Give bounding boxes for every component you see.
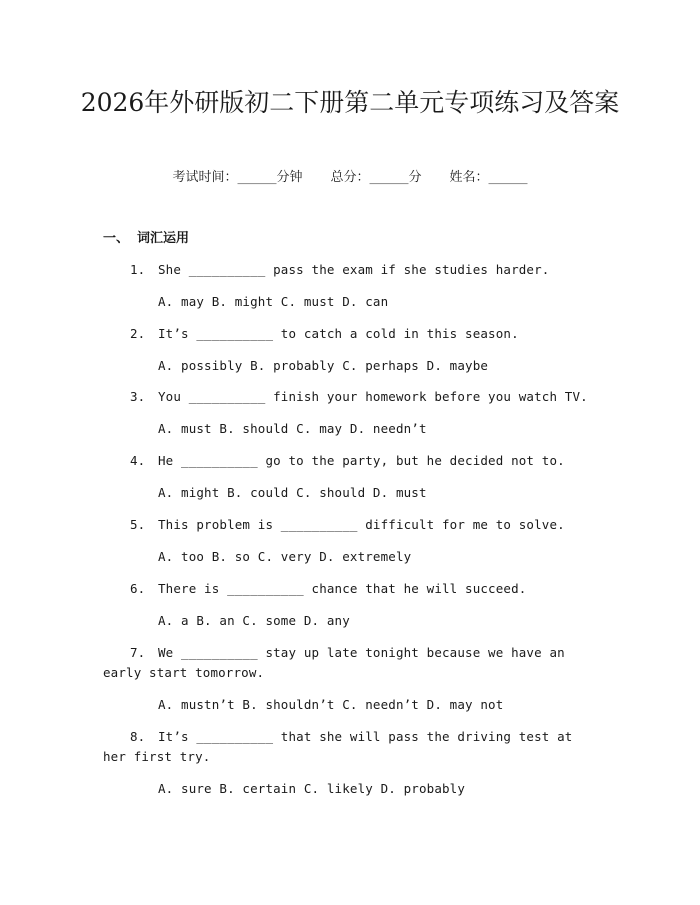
question-options: A. too B. so C. very D. extremely bbox=[158, 549, 412, 564]
question-number: 7. bbox=[130, 645, 146, 660]
question-options: A. must B. should C. may D. needn’t bbox=[158, 421, 427, 436]
question-number: 6. bbox=[130, 581, 146, 596]
question-item bbox=[103, 387, 603, 407]
question-options: A. a B. an C. some D. any bbox=[158, 613, 350, 628]
question-text: We __________ stay up late tonight because we have an early start tomorrow. bbox=[103, 645, 573, 680]
page-title: 2026年外研版初二下册第二单元专项练习及答案 bbox=[80, 88, 620, 117]
question-options: A. mustn’t B. shouldn’t C. needn’t D. may not bbox=[158, 697, 504, 712]
total-score-label: 总分：______分 bbox=[330, 170, 422, 185]
section-title: 词汇运用 bbox=[137, 231, 190, 246]
question-text: This problem is __________ difficult for me to solve. bbox=[158, 517, 565, 532]
question-item bbox=[103, 579, 603, 599]
question-options: A. may B. might C. must D. can bbox=[158, 294, 389, 309]
question-text: It’s __________ to catch a cold in this season. bbox=[158, 326, 519, 341]
question-text: She __________ pass the exam if she studies harder. bbox=[158, 262, 550, 277]
question-item bbox=[103, 324, 603, 344]
question-item bbox=[103, 643, 603, 683]
question-text: There is __________ chance that he will succeed. bbox=[158, 581, 527, 596]
exam-time-label: 考试时间：______分钟 bbox=[172, 170, 303, 185]
question-number: 8. bbox=[130, 729, 146, 744]
question-number: 1. bbox=[130, 262, 146, 277]
question-text: He __________ go to the party, but he decided not to. bbox=[158, 453, 565, 468]
question-number: 2. bbox=[130, 326, 146, 341]
exam-meta bbox=[0, 168, 700, 188]
question-options: A. sure B. certain C. likely D. probably bbox=[158, 781, 466, 796]
question-item bbox=[103, 451, 603, 471]
question-item bbox=[103, 515, 603, 535]
student-name-label: 姓名：______ bbox=[449, 170, 528, 185]
section-number: 一、 bbox=[103, 231, 130, 246]
question-text: It’s __________ that she will pass the driving test at her first try. bbox=[103, 729, 581, 764]
question-item bbox=[103, 727, 603, 767]
question-number: 5. bbox=[130, 517, 146, 532]
section-heading bbox=[103, 229, 189, 249]
question-text: You __________ finish your homework before you watch TV. bbox=[158, 389, 588, 404]
question-number: 3. bbox=[130, 389, 146, 404]
question-item bbox=[103, 260, 603, 280]
question-number: 4. bbox=[130, 453, 146, 468]
question-options: A. might B. could C. should D. must bbox=[158, 485, 427, 500]
question-options: A. possibly B. probably C. perhaps D. maybe bbox=[158, 358, 489, 373]
